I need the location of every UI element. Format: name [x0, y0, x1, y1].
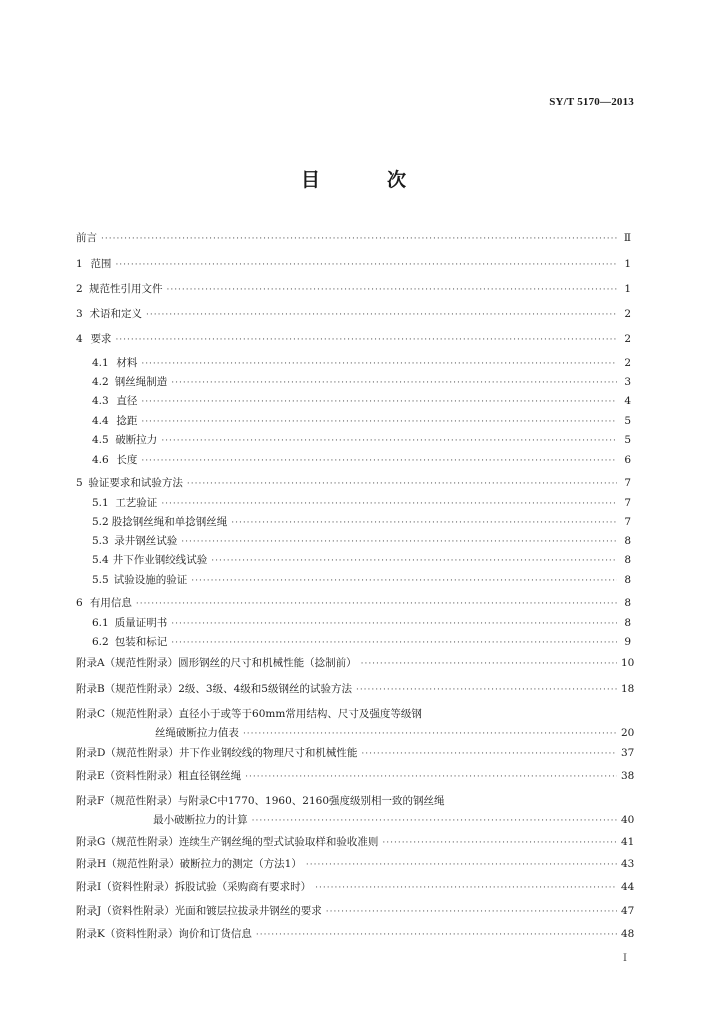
dot-leader — [256, 928, 617, 942]
dot-leader — [243, 727, 617, 741]
toc-entry-label: 连续生产钢丝绳的型式试验取样和验收准则 — [178, 836, 379, 848]
toc-entry-number: 4.2 — [92, 376, 109, 388]
toc-entry-page: 47 — [621, 905, 635, 917]
toc-entry-label: 拆股试验（采购商有要求时） — [174, 881, 312, 893]
dot-leader — [141, 357, 617, 371]
toc-entry-page: 37 — [621, 747, 635, 759]
toc-entry-number: 附录D（规范性附录） — [76, 747, 179, 759]
toc-entry[interactable] — [76, 707, 631, 722]
dot-leader — [141, 454, 617, 468]
toc-entry-label: 询价和订货信息 — [178, 928, 252, 940]
dot-leader — [141, 395, 617, 409]
toc-entry-page: 1 — [624, 283, 631, 295]
toc-entry-number: 附录F（规范性附录） — [76, 795, 178, 807]
dot-leader — [211, 554, 617, 568]
toc-entry-number: 附录K（资料性附录） — [76, 928, 179, 940]
toc-entry[interactable] — [76, 835, 635, 850]
toc-entry[interactable] — [76, 927, 635, 942]
toc-entry-label: 2级、3级、4级和5级钢丝的试验方法 — [178, 683, 352, 695]
dot-leader — [187, 477, 617, 491]
toc-entry-number: 附录G（规范性附录） — [76, 836, 179, 848]
toc-entry-label: 前言 — [76, 232, 97, 244]
toc-entry-label: 录井钢丝试验 — [114, 535, 178, 547]
toc-entry-page: 38 — [621, 770, 635, 782]
toc-entry-page: 8 — [624, 597, 631, 609]
toc-entry[interactable] — [76, 307, 631, 322]
toc-entry-number: 4.3 — [92, 395, 109, 407]
toc-entry-page: 10 — [621, 657, 635, 669]
toc-entry[interactable] — [76, 596, 631, 611]
toc-entry-label: 材料 — [116, 357, 138, 369]
toc-entry-number: 2 — [76, 283, 83, 295]
toc-entry-number: 5.5 — [92, 574, 109, 586]
toc-entry[interactable] — [76, 573, 631, 588]
toc-entry-label: 试验设施的验证 — [113, 574, 188, 586]
toc-entry[interactable] — [76, 282, 631, 297]
toc-entry[interactable] — [76, 496, 631, 511]
toc-entry-number: 5.4 — [92, 554, 109, 566]
toc-entry-number: 附录J（资料性附录） — [76, 905, 175, 917]
toc-entry[interactable] — [76, 476, 631, 491]
toc-entry[interactable] — [76, 534, 631, 549]
dot-leader — [361, 747, 617, 761]
toc-entry-page: 7 — [624, 497, 631, 509]
dot-leader — [245, 770, 617, 784]
toc-entry-label: 破断拉力 — [115, 434, 158, 446]
toc-entry-label: 股捻钢丝绳和单捻钢丝绳 — [111, 516, 228, 528]
dot-leader — [315, 881, 617, 895]
page-number: Ⅰ — [623, 953, 627, 964]
toc-entry[interactable] — [76, 616, 631, 631]
toc-entry[interactable] — [76, 257, 631, 272]
toc-entry[interactable] — [76, 794, 631, 809]
toc-entry-number: 附录B（规范性附录） — [76, 683, 179, 695]
toc-entry-page: 40 — [621, 814, 635, 826]
toc-entry[interactable] — [76, 813, 635, 828]
toc-entry-label: 包装和标记 — [114, 636, 168, 648]
dot-leader — [166, 283, 617, 297]
toc-entry-label: 圆形钢丝的尺寸和机械性能（捻制前） — [178, 657, 357, 669]
toc-entry-label: 井下作业钢绞线试验 — [112, 554, 208, 566]
toc-entry[interactable] — [76, 356, 631, 371]
toc-entry-page: 41 — [621, 836, 635, 848]
toc-entry-label: 验证要求和试验方法 — [88, 477, 183, 489]
toc-entry-label: 工艺验证 — [115, 497, 158, 509]
dot-leader — [171, 376, 617, 390]
toc-entry[interactable] — [76, 904, 635, 919]
toc-entry[interactable] — [76, 769, 635, 784]
toc-entry-page: 7 — [624, 477, 631, 489]
toc-entry-label: 捻距 — [116, 415, 138, 427]
toc-entry-page: 7 — [624, 516, 631, 528]
toc-entry[interactable] — [76, 231, 631, 246]
toc-entry-label: 直径 — [116, 395, 138, 407]
dot-leader — [356, 683, 617, 697]
toc-entry[interactable] — [76, 880, 635, 895]
toc-entry-page: 18 — [621, 683, 635, 695]
toc-entry-number: 附录A（规范性附录） — [76, 657, 179, 669]
page-title: 目 次 — [300, 169, 430, 191]
toc-entry-number: 5.2 — [92, 516, 109, 528]
toc-entry-label: 范围 — [90, 258, 112, 270]
toc-entry-page: 8 — [624, 535, 631, 547]
toc-entry[interactable] — [76, 515, 631, 530]
toc-entry-label: 要求 — [90, 333, 112, 345]
toc-entry-number: 附录E（资料性附录） — [76, 770, 179, 782]
toc-entry-page: 44 — [621, 881, 635, 893]
toc-entry-number: 附录C（规范性附录） — [76, 708, 179, 720]
dot-leader — [161, 434, 617, 448]
dot-leader — [382, 836, 617, 850]
dot-leader — [191, 574, 617, 588]
toc-entry-label: 井下作业钢绞线的物理尺寸和机械性能 — [178, 747, 358, 759]
toc-entry[interactable] — [76, 414, 631, 429]
toc-entry-page: 8 — [624, 574, 631, 586]
dot-leader — [252, 814, 617, 828]
toc-entry-number: 6.1 — [92, 617, 109, 629]
dot-leader — [141, 415, 617, 429]
toc-entry-page: 4 — [624, 395, 631, 407]
toc-entry-number: 3 — [76, 308, 83, 320]
toc-entry-label: 有用信息 — [89, 597, 132, 609]
dot-leader — [361, 657, 617, 671]
toc-entry[interactable] — [76, 453, 631, 468]
toc-entry-label: 规范性引用文件 — [88, 283, 163, 295]
toc-entry-label: 粗直径钢丝绳 — [178, 770, 242, 782]
dot-leader — [161, 497, 617, 511]
dot-leader — [146, 308, 617, 322]
toc-entry[interactable] — [76, 433, 631, 448]
toc-entry-page: Ⅱ — [623, 232, 631, 244]
dot-leader — [115, 258, 617, 272]
toc-entry-page: 5 — [624, 434, 631, 446]
toc-entry-number: 4.5 — [92, 434, 109, 446]
toc-entry-number: 4.4 — [92, 415, 109, 427]
toc-entry[interactable] — [76, 332, 631, 347]
toc-entry[interactable] — [76, 375, 631, 390]
toc-entry-label: 破断拉力的测定（方法1） — [179, 858, 302, 870]
toc-entry-number: 1 — [76, 258, 83, 270]
toc-entry[interactable] — [76, 656, 635, 671]
dot-leader — [181, 535, 617, 549]
toc-entry-label: 光面和镀层拉拔录井钢丝的要求 — [174, 905, 322, 917]
toc-entry-number: 5.3 — [92, 535, 109, 547]
toc-entry-number: 6.2 — [92, 636, 109, 648]
toc-entry[interactable] — [76, 553, 631, 568]
toc-entry-page: 2 — [624, 333, 631, 345]
toc-entry-page: 5 — [624, 415, 631, 427]
toc-entry-number: 附录H（规范性附录） — [76, 858, 180, 870]
toc-entry-number: 5 — [76, 477, 83, 489]
toc-entry-page: 48 — [621, 928, 635, 940]
toc-entry[interactable] — [76, 394, 631, 409]
toc-entry-page: 1 — [624, 258, 631, 270]
toc-entry-number: 4.1 — [92, 357, 109, 369]
toc-entry-page: 8 — [624, 617, 631, 629]
dot-leader — [326, 905, 617, 919]
dot-leader — [136, 597, 617, 611]
toc-entry-page: 8 — [624, 554, 631, 566]
toc-entry-label: 最小破断拉力的计算 — [153, 814, 248, 826]
toc-entry[interactable] — [76, 857, 635, 872]
toc-entry-page: 2 — [624, 308, 631, 320]
toc-entry[interactable] — [76, 726, 635, 741]
toc-entry[interactable] — [76, 635, 631, 650]
toc-entry-label: 钢丝绳制造 — [114, 376, 168, 388]
dot-leader — [171, 636, 617, 650]
dot-leader — [306, 858, 617, 872]
toc-entry-number: 附录I（资料性附录） — [76, 881, 175, 893]
toc-entry-label: 质量证明书 — [114, 617, 168, 629]
toc-entry-number: 5.1 — [92, 497, 109, 509]
toc-entry[interactable] — [76, 746, 635, 761]
dot-leader — [101, 232, 617, 246]
toc-entry-label: 丝绳破断拉力值表 — [154, 727, 239, 739]
toc-entry-number: 6 — [76, 597, 83, 609]
toc-entry-page: 43 — [621, 858, 635, 870]
toc-entry-page: 9 — [624, 636, 631, 648]
toc-entry-label: 长度 — [116, 454, 138, 466]
dot-leader — [171, 617, 617, 631]
toc-entry-page: 3 — [624, 376, 631, 388]
toc-entry-number: 4.6 — [92, 454, 109, 466]
dot-leader — [115, 333, 617, 347]
toc-entry-label: 与附录C中1770、1960、2160强度级别相一致的钢丝绳 — [177, 795, 445, 807]
toc-entry[interactable] — [76, 682, 635, 697]
toc-entry-page: 6 — [624, 454, 631, 466]
toc-entry-page: 20 — [621, 727, 635, 739]
dot-leader — [231, 516, 617, 530]
toc-entry-page: 2 — [624, 357, 631, 369]
toc-entry-label: 术语和定义 — [89, 308, 143, 320]
toc-entry-number: 4 — [76, 333, 83, 345]
standard-code: SY/T 5170—2013 — [549, 96, 634, 108]
toc-entry-label: 直径小于或等于60mm常用结构、尺寸及强度等级钢 — [178, 708, 422, 720]
